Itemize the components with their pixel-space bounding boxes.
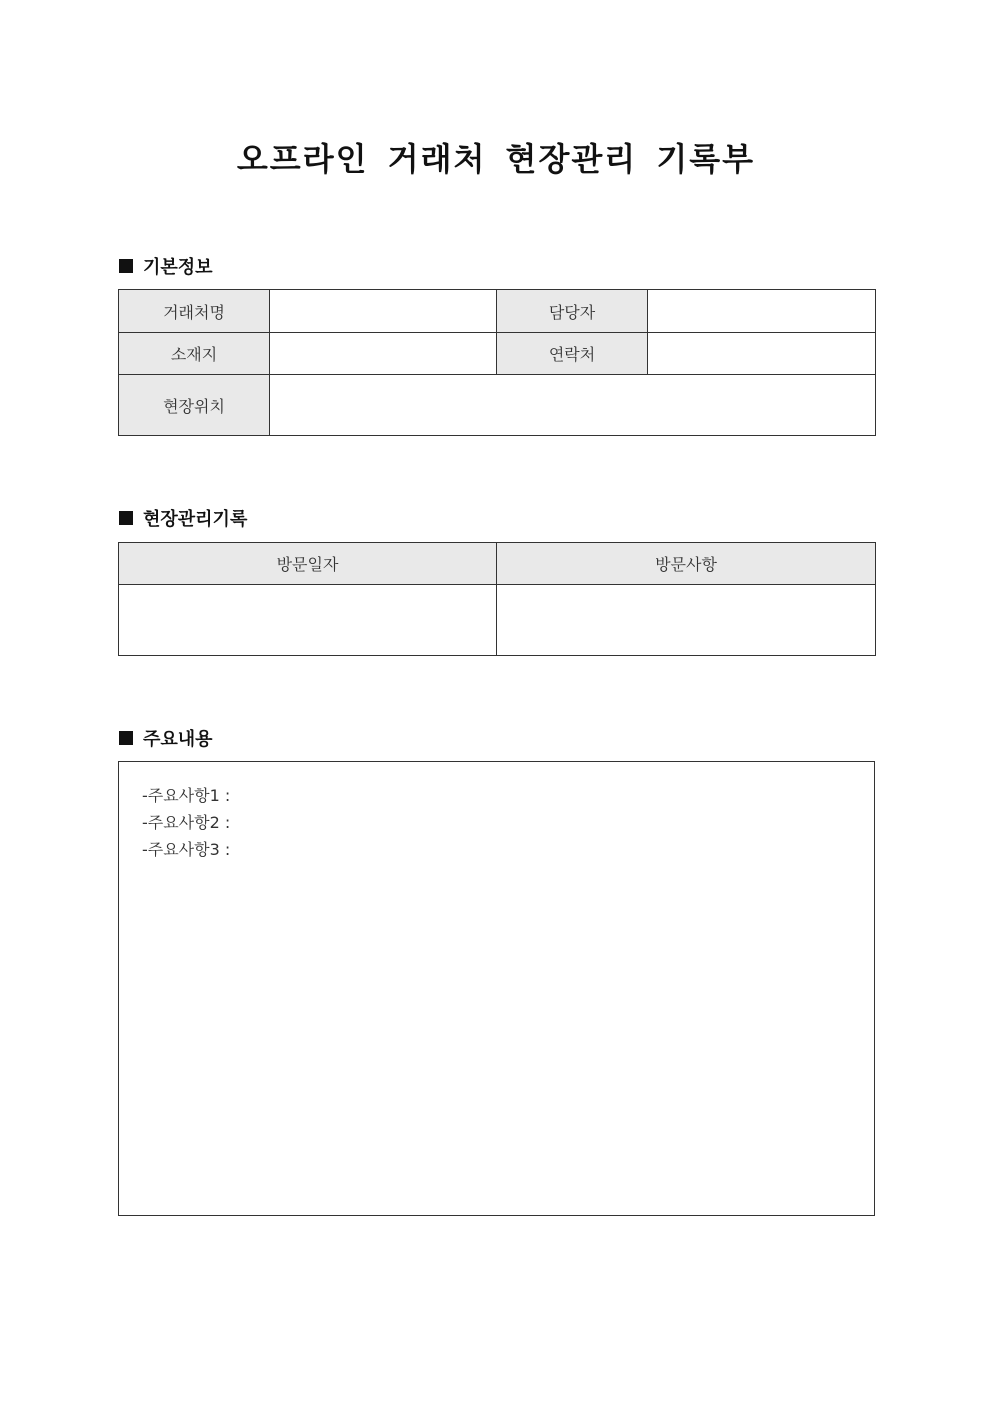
section-heading-basic-info	[119, 253, 213, 279]
manager-label: 담당자	[497, 290, 648, 333]
list-item: -주요사항3 :	[142, 840, 231, 859]
address-label: 소재지	[119, 333, 270, 375]
contact-label: 연락처	[497, 333, 648, 375]
page-title: 오프라인 거래처 현장관리 기록부	[236, 140, 756, 178]
visit-date-cell[interactable]	[119, 585, 497, 656]
section-heading-main-content	[119, 725, 213, 751]
contact-field[interactable]	[648, 333, 876, 375]
table-row	[119, 333, 876, 375]
client-name-label: 거래처명	[119, 290, 270, 333]
table-row	[119, 375, 876, 436]
basic-info-table	[118, 289, 876, 436]
address-field[interactable]	[270, 333, 497, 375]
section-heading-site-records	[119, 505, 247, 531]
list-item: -주요사항1 :	[142, 786, 231, 805]
site-location-field[interactable]	[270, 375, 876, 436]
visit-date-header: 방문일자	[119, 543, 497, 585]
manager-field[interactable]	[648, 290, 876, 333]
site-location-label: 현장위치	[119, 375, 270, 436]
section-heading-label: 주요내용	[143, 729, 213, 750]
visit-notes-cell[interactable]	[497, 585, 876, 656]
client-name-field[interactable]	[270, 290, 497, 333]
table-row	[119, 290, 876, 333]
site-records-table	[118, 542, 876, 656]
square-bullet-icon	[119, 259, 133, 273]
main-content-box[interactable]	[118, 761, 875, 1216]
section-heading-label: 현장관리기록	[143, 509, 248, 530]
square-bullet-icon	[119, 511, 133, 525]
table-header-row	[119, 543, 876, 585]
visit-notes-header: 방문사항	[497, 543, 876, 585]
section-heading-label: 기본정보	[143, 257, 213, 278]
list-item: -주요사항2 :	[142, 813, 231, 832]
table-row	[119, 585, 876, 656]
main-content-list	[142, 782, 230, 863]
square-bullet-icon	[119, 731, 133, 745]
